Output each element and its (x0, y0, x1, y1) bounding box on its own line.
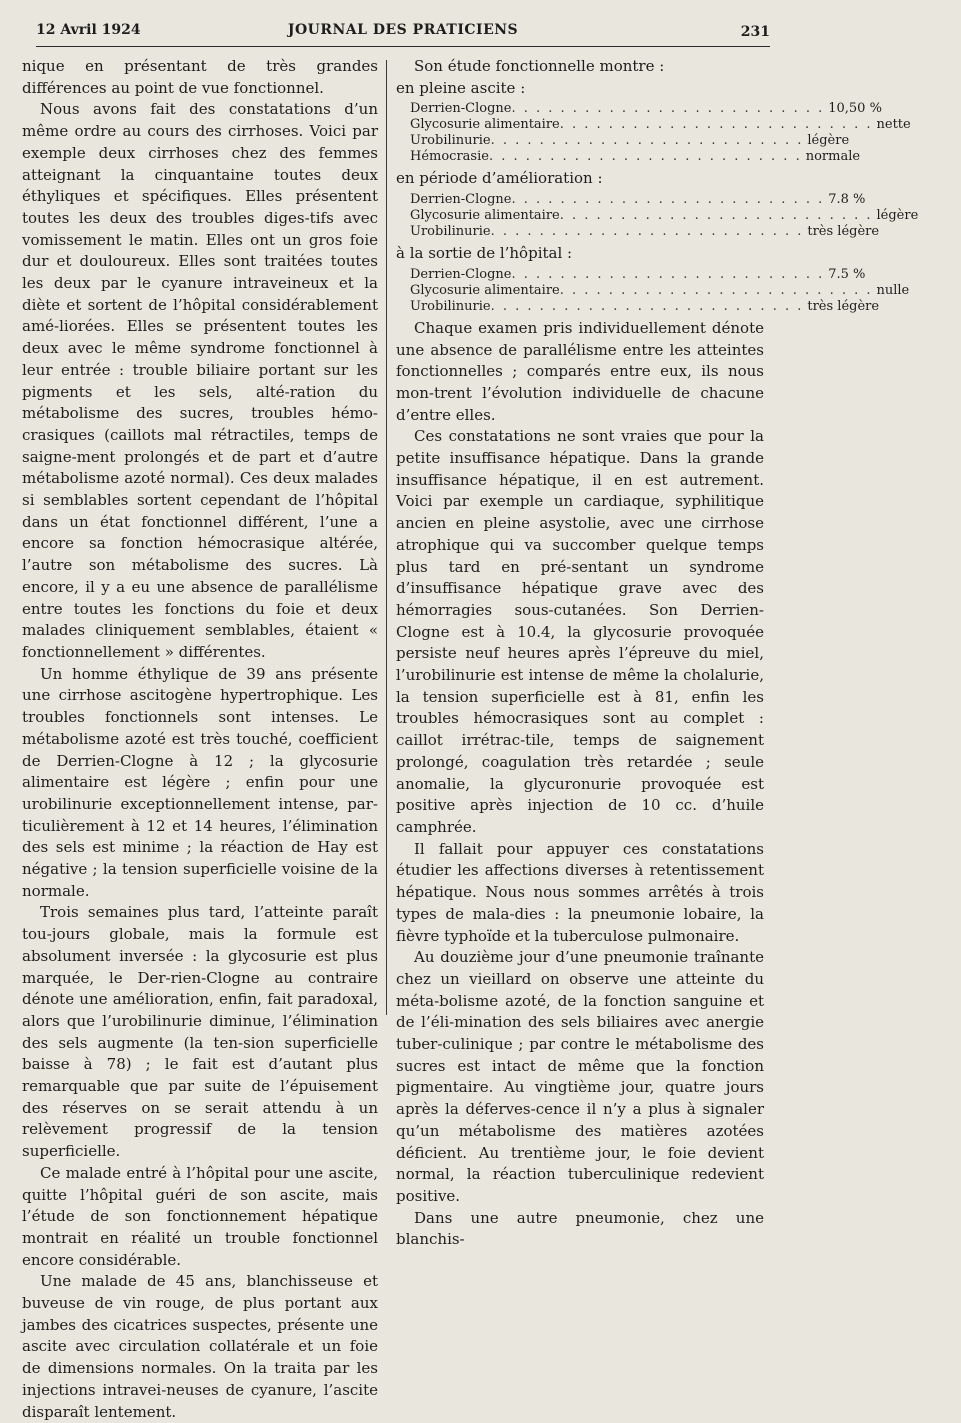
test-name: Glycosurie alimentaire (410, 117, 560, 133)
paragraph: Ces constatations ne sont vraies que pour la petite insuffisance hépatique. Dans la grande insuffisance hépatique, il en est autrement. Voici par exemple un cardiaque, syphilitique ancien en pleine asystolie, avec une cirrhose atrophique qui va succomber quelque temps plus tard en pré-sentant un syndrome d’insuffisance hépatique grave avec des hémorragies sous-cutanées. Son Derrien-Clogne est à 10.4, la glycosurie provoquée persiste neuf heures après l’épreuve du miel, l’urobilinurie est intense de même la cholalurie, la tension superficielle est à 81, enfin les troubles hémocrasiques sont au complet : caillot irrétrac-tile, temps de saignement prolongé, coagulation très retardée ; seule anomalie, la glycuronurie provoquée est positive après injection de 10 cc. d’huile camphrée. (396, 427, 764, 836)
result-row (410, 224, 880, 240)
leader-dots: . . . . . . . . . . . . . . . . . . . . . . . . . . (559, 282, 873, 298)
right-column (396, 56, 919, 1251)
paragraph: Trois semaines plus tard, l’atteinte paraît tou-jours globale, mais la formule est absolument inversée : la glycosurie est plus marquée, le Der-rien-Clogne au contraire dénote une amélioration, enfin, fait paradoxal, alors que l’urobilinurie diminue, l’élimination des sels augmente (la ten-sion superficielle baisse à 78) ; le fait est d’autant plus remarquable que par suite de l’épuisement des réserves on se serait attendu à un relèvement progressif de la tension superficielle. (22, 903, 378, 1161)
results-list (410, 266, 910, 315)
leader-dots: . . . . . . . . . . . . . . . . . . . . . . . . . . (559, 117, 873, 133)
test-name: Derrien-Clogne (410, 266, 512, 282)
paragraph: Ce malade entré à l’hôpital pour une ascite, quitte l’hôpital guéri de son ascite, mais l’étude de son fonctionnement hépatique montrait en réalité un trouble fonctionnel encore considérable. (22, 1163, 378, 1269)
result-row (410, 282, 910, 299)
leader-dots: . . . . . . . . . . . . . . . . . . . . . . . . . . (511, 101, 825, 117)
test-value: nulle (876, 282, 910, 298)
test-name: Hémocrasie (410, 149, 489, 165)
leader-dots: . . . . . . . . . . . . . . . . . . . . . . . . . . (488, 149, 802, 165)
result-row (410, 266, 866, 283)
test-value: 10,50 % (828, 101, 882, 117)
test-name: Derrien-Clogne (410, 101, 512, 117)
test-value: 7.5 % (828, 266, 866, 282)
leader-dots: . . . . . . . . . . . . . . . . . . . . . . . . . . (490, 133, 804, 149)
column-divider (386, 60, 387, 1015)
journal-title: JOURNAL DES PRATICIENS (287, 22, 519, 38)
result-row (410, 192, 866, 208)
test-value: légère (876, 208, 919, 224)
results-group-label: en période d’amélioration : (396, 169, 603, 188)
leader-dots: . . . . . . . . . . . . . . . . . . . . . . . . . . (490, 298, 804, 314)
test-name: Urobilinurie (410, 133, 491, 149)
page-number: 231 (740, 24, 770, 40)
paragraph: Il fallait pour appuyer ces constatations étudier les affections diverses à retentissement hépatique. Nous nous sommes arrêtés à trois types de mala-dies : la pneumonie lobaire, la fièvre typhoïde et la tuberculose pulmonaire. (396, 839, 764, 945)
test-name: Glycosurie alimentaire (410, 282, 560, 298)
issue-date: 12 Avril 1924 (36, 22, 141, 38)
test-name: Urobilinurie (410, 224, 491, 240)
test-value: nette (876, 117, 911, 133)
running-header (36, 20, 770, 47)
test-value: 7.8 % (828, 192, 866, 208)
test-name: Urobilinurie (410, 298, 491, 314)
results-group-label: à la sortie de l’hôpital : (396, 244, 573, 263)
result-row (410, 117, 911, 133)
leader-dots: . . . . . . . . . . . . . . . . . . . . . . . . . . (511, 192, 825, 208)
paragraph: Un homme éthylique de 39 ans présente une cirrhose ascitogène hypertrophique. Les troubles fonctionnels sont intenses. Le métabolisme azoté est très touché, coefficient de Derrien-Clogne à 12 ; la glycosurie alimentaire est légère ; enfin pour une urobilinurie exceptionnellement intense, par-ticulièrement à 12 et 14 heures, l’élimination des sels est minime ; la réaction de Hay est négative ; la tension superficielle voisine de la normale. (22, 664, 378, 900)
results-list (410, 192, 919, 240)
results-group-label: en pleine ascite : (396, 78, 526, 97)
result-row (410, 133, 850, 149)
leader-dots: . . . . . . . . . . . . . . . . . . . . . . . . . . (490, 224, 804, 240)
leader-dots: . . . . . . . . . . . . . . . . . . . . . . . . . . (559, 208, 873, 224)
paragraph: Nous avons fait des constatations d’un même ordre au cours des cirrhoses. Voici par exemple deux cirrhoses chez des femmes atteignant la cinquantaine toutes deux éthyliques et spécifiques. Elles présentent toutes les deux des troubles diges-tifs avec vomissement le matin. Elles ont un gros foie dur et douloureux. Elles sont traitées toutes les deux par le cyanure intraveineux et la diète et sortent de l’hôpital considérablement amé-liorées. Elles se présentent toutes les deux avec le même syndrome fonctionnel à leur entrée : trouble biliaire portant sur les pigments et les sels, alté-ration du métabolisme des sucres, troubles hémo-crasiques (caillots mal rétractiles, temps de saigne-ment prolongés et de part et d’autre métabolisme azoté normal). Ces deux malades si semblables sortent cependant de l’hôpital dans un état fonctionnel différent, l’une a encore sa fonction hémocrasique altérée, l’autre son métabolisme des sucres. Là encore, il y a eu une absence de parallélisme entre toutes les fonctions du foie et deux malades cliniquement semblables, étaient « fonctionnellement » différentes. (22, 100, 378, 661)
test-value: légère (807, 133, 850, 149)
result-row (410, 149, 861, 165)
paragraph: Au douzième jour d’une pneumonie traînante chez un vieillard on observe une atteinte du méta-bolisme azoté, de la fonction sanguine et de l’éli-mination des sels biliaires avec anergie tuber-culinique ; par contre le métabolisme des sucres est intact de même que la fonction pigmentaire. Au vingtième jour, quatre jours après la déferves-cence il n’y a plus à signaler qu’un métabolisme des matières azotées déficient. Au trentième jour, le foie devient normal, la réaction tuberculinique redevient positive. (396, 948, 764, 1205)
paragraph: Dans une autre pneumonie, chez une blanchis- (396, 1208, 764, 1249)
leader-dots: . . . . . . . . . . . . . . . . . . . . . . . . . . (511, 266, 825, 282)
paragraph: Chaque examen pris individuellement dénote une absence de parallélisme entre les atteintes fonctionnelles ; comparés entre eux, ils nous mon-trent l’évolution individuelle de chacune d’entre elles. (396, 318, 764, 424)
left-column (22, 56, 378, 1423)
test-name: Glycosurie alimentaire (410, 208, 560, 224)
result-row (410, 208, 919, 224)
result-row (410, 298, 880, 315)
result-row (410, 101, 882, 117)
results-list (410, 101, 911, 165)
test-name: Derrien-Clogne (410, 192, 512, 208)
test-value: très légère (807, 298, 880, 314)
test-value: normale (805, 149, 861, 165)
paragraph: Une malade de 45 ans, blanchisseuse et buveuse de vin rouge, de plus portant aux jambes des cicatrices suspectes, présente une ascite avec circulation collatérale et un foie de dimensions normales. On la traita par les injections intravei-neuses de cyanure, l’ascite disparaît lentement. (22, 1272, 378, 1421)
paragraph: nique en présentant de très grandes différences au point de vue fonctionnel. (22, 57, 378, 97)
test-value: très légère (807, 224, 880, 240)
results-intro: Son étude fonctionnelle montre : (414, 57, 665, 75)
